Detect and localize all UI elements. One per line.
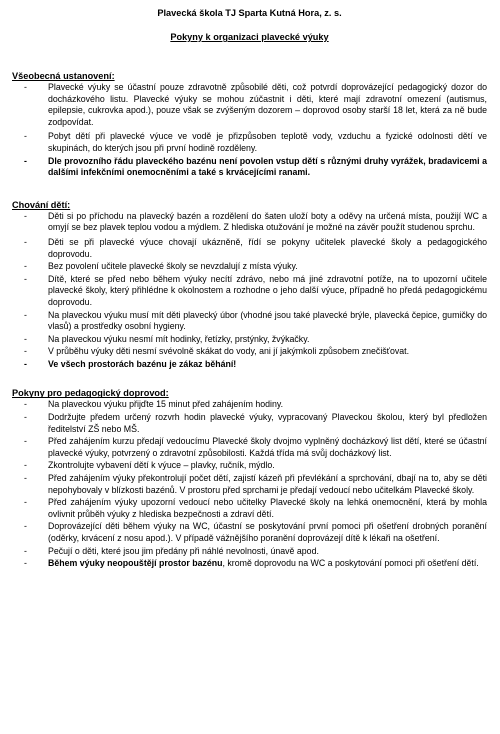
dash-bullet: -: [24, 399, 27, 410]
dash-bullet: -: [24, 210, 27, 221]
list-item: [12, 497, 487, 520]
dash-bullet: -: [24, 460, 27, 471]
dash-bullet: -: [24, 412, 27, 423]
dash-bullet: -: [24, 261, 27, 272]
section-heading-general: Všeobecná ustanovení:: [12, 71, 115, 81]
dash-bullet: -: [24, 273, 27, 284]
dash-bullet: -: [24, 309, 27, 320]
list-item-text: Doprovázející děti během výuky na WC, účastní se poskytování první pomoci při ošetření drobných poranění (oděrky, krvácení z nosu apod.). V případě vážnějšího poranění doprovázejí dítě k lékaři na ošetření.: [48, 521, 487, 543]
list-item: [12, 346, 487, 358]
list-item: [12, 521, 487, 544]
list-item-text: Před zahájením výuky upozorní vedoucí nebo učitelky Plavecké školy na lehká onemocnění, která by mohla ovlivnit průběh výuky z hlediska bezpečnosti a zdraví dětí.: [48, 497, 487, 519]
dash-bullet: -: [24, 346, 27, 357]
list-item-text: Bez povolení učitele plavecké školy se nevzdalují z místa výuky.: [48, 261, 298, 272]
list-item-text: V průběhu výuky děti nesmí svévolně skákat do vody, ani jí jakýmkoli způsobem znečišťovat.: [48, 346, 410, 357]
document-subtitle: Pokyny k organizaci plavecké výuky: [170, 32, 329, 42]
list-item: [12, 261, 487, 273]
list-item: [12, 460, 487, 472]
general-rules-list: [12, 82, 487, 179]
dash-bullet: -: [24, 236, 27, 247]
list-item: [12, 399, 487, 411]
dash-bullet: -: [24, 436, 27, 447]
list-item: [12, 436, 487, 459]
list-item: [12, 237, 487, 260]
dash-bullet: -: [24, 131, 27, 142]
list-item-text: Na plaveckou výuku musí mít děti plavecký úbor (vhodné jsou také plavecké brýle, plavecká čepice, gumičky do vlasů) a prostředky osobní hygieny.: [48, 309, 487, 332]
dash-bullet: -: [24, 358, 27, 369]
dash-bullet: -: [24, 473, 27, 484]
list-item-bold-text: Během výuky neopouštějí prostor bazénu: [48, 558, 223, 569]
list-item-text: Na plaveckou výuku přijďte 15 minut před zahájením hodiny.: [48, 399, 284, 410]
dash-bullet: -: [24, 497, 27, 508]
list-item-text: , kromě doprovodu na WC a poskytování pomoci při ošetření dětí.: [222, 558, 479, 569]
escort-rules-list: [12, 399, 487, 569]
list-item-text: Dle provozního řádu plaveckého bazénu není povolen vstup dětí s různými druhy vyrážek, bradavicemi a dalšími infekčními onemocněními a také s krvácejícími ranami.: [48, 155, 487, 178]
list-item-text: Před zahájením kurzu předají vedoucímu Plavecké školy dvojmo vyplněný docházkový list dětí, které se účastní plavecké výuky, potvrzený o zdravotní způsobilosti. Každá třída má svůj docházkový list.: [48, 436, 487, 458]
list-item-text: Pobyt dětí při plavecké výuce ve vodě je přizpůsoben teplotě vody, vzduchu a fyzické odolnosti dětí ve skupinách, do kterých jsou při první hodině rozděleny.: [48, 131, 487, 153]
list-item-text: Pečují o děti, které jsou jim předány při náhlé nevolnosti, únavě apod.: [48, 545, 319, 556]
list-item: [12, 334, 487, 346]
list-item: [12, 131, 487, 154]
list-item-text: Děti se při plavecké výuce chovají ukázněně, řídí se pokyny učitelek plavecké školy a pedagogického doprovodu.: [48, 236, 487, 259]
list-item: [12, 558, 487, 570]
list-item-text: Dodržujte předem určený rozvrh hodin plavecké výuky, vypracovaný Plaveckou školou, který byl předložen ředitelství ZŠ nebo MŠ.: [48, 412, 487, 434]
list-item: [12, 310, 487, 333]
list-item-text: Na plaveckou výuku nesmí mít hodinky, řetízky, prstýnky, žvýkačky.: [48, 333, 310, 344]
section-heading-behavior: Chování dětí:: [12, 199, 71, 210]
dash-bullet: -: [24, 155, 27, 166]
list-item: [12, 473, 487, 496]
list-item-text: Děti si po příchodu na plavecký bazén a rozdělení do šaten uloží boty a oděvy na určená místa, použijí WC a omyjí se bez plavek teplou vodou a mýdlem. Z hlediska otužování je možné na závěr použít studenou sprchu.: [48, 210, 487, 233]
list-item-text: Dítě, které se před nebo během výuky necítí zdrávo, nebo má jiné zdravotní potíže, na to upozorní učitele plavecké školy, který přihlédne k okolnostem a rozhodne o jeho další výuce, případně ho předá pedagogickému doprovodu.: [48, 273, 487, 307]
document-header: [12, 7, 487, 43]
list-item-text: Ve všech prostorách bazénu je zákaz běhání!: [48, 358, 237, 369]
list-item-text: Zkontrolujte vybavení dětí k výuce – plavky, ručník, mýdlo.: [48, 460, 275, 471]
list-item: [12, 546, 487, 558]
list-item: [12, 412, 487, 435]
list-item: [12, 359, 487, 371]
dash-bullet: -: [24, 333, 27, 344]
behavior-rules-list: [12, 211, 487, 371]
dash-bullet: -: [24, 558, 27, 569]
list-item: [12, 82, 487, 128]
document-title: Plavecká škola TJ Sparta Kutná Hora, z. s.: [157, 8, 342, 18]
list-item-text: Před zahájením výuky překontrolují počet dětí, zajistí kázeň při převlékání a sprchování, dbají na to, aby se děti nepohybovaly v blízkosti bazénů. V prostoru před sprchami je předají vedoucí nebo učitelkám Plavecké školy.: [48, 473, 487, 495]
section-heading-escort: Pokyny pro pedagogický doprovod:: [12, 388, 169, 399]
dash-bullet: -: [24, 545, 27, 556]
dash-bullet: -: [24, 521, 27, 532]
list-item: [12, 156, 487, 179]
list-item: [12, 274, 487, 309]
list-item: [12, 211, 487, 234]
list-item-text: Plavecké výuky se účastní pouze zdravotně způsobilé děti, což potvrdí doprovázející pedagogický dozor do docházkového listu. Plavecké výuky se mohou zúčastnit i děti, které mají zdravotní omezení (autismus, epilepsie, cukrovka apod.), pouze však se zvýšeným dozorem – doprovod osoby starší 18 let, která za ně bude zodpovídat.: [48, 82, 487, 127]
dash-bullet: -: [24, 82, 27, 92]
